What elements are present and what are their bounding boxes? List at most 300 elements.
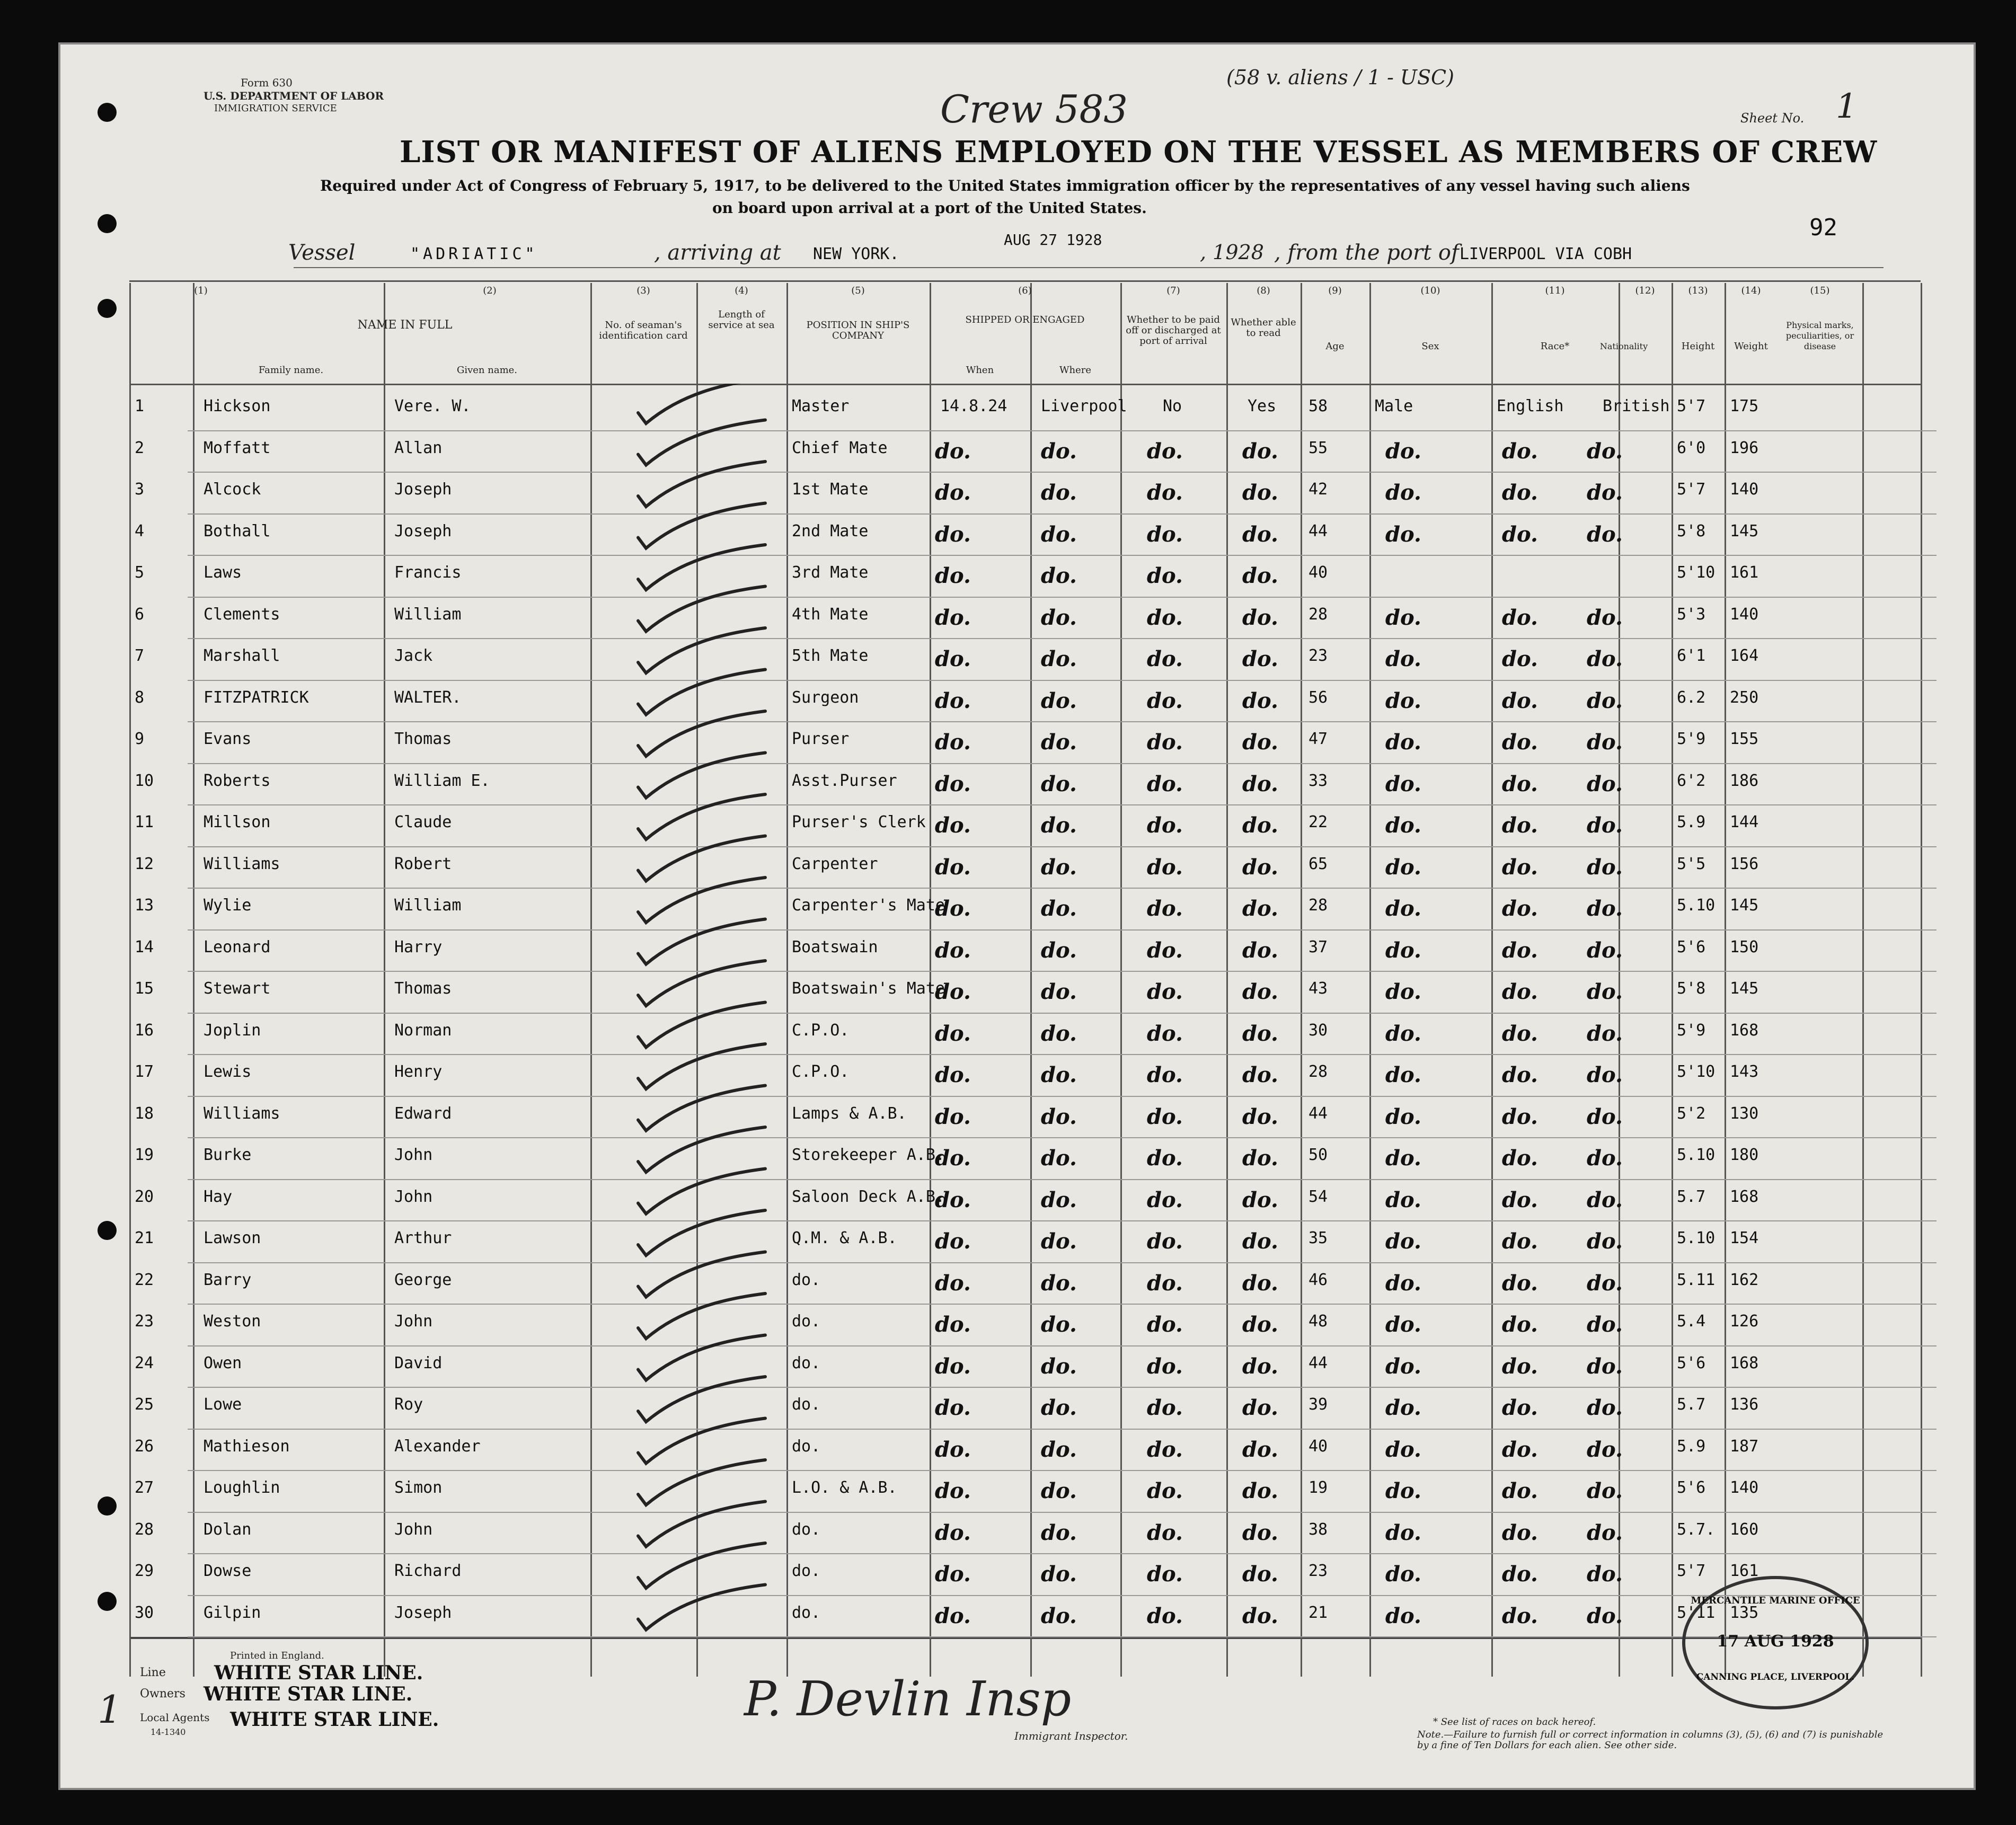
ditto-mark: do.: [1502, 521, 1538, 547]
given-name-cell: Alexander: [394, 1437, 481, 1456]
row-rule: [188, 1387, 1937, 1388]
arriving-label: , arriving at: [654, 241, 781, 265]
family-name-cell: Lewis: [204, 1062, 252, 1081]
age-cell: 65: [1308, 854, 1328, 873]
ditto-mark: do.: [1147, 563, 1183, 588]
ditto-mark: do.: [1385, 521, 1421, 547]
when-cell: 14.8.24: [940, 397, 1007, 415]
ditto-mark: do.: [1147, 1062, 1183, 1087]
row-rule: [188, 472, 1937, 473]
ditto-mark: do.: [1385, 896, 1421, 921]
header-nationality: Nationality: [1599, 341, 1648, 351]
ditto-mark: do.: [1385, 480, 1421, 505]
table-row: [60, 1515, 1974, 1555]
height-cell: 5.7: [1677, 1187, 1706, 1206]
ditto-mark: do.: [935, 771, 971, 796]
position-cell: Master: [792, 397, 850, 415]
stamp-top: MERCANTILE MARINE OFFICE: [1691, 1595, 1860, 1606]
ditto-mark: do.: [935, 1562, 971, 1587]
sheet-label: Sheet No.: [1740, 111, 1805, 126]
punch-hole: [98, 103, 117, 122]
punch-hole: [98, 214, 117, 233]
col-num-11: (11): [1545, 285, 1565, 296]
given-name-cell: Norman: [394, 1021, 452, 1040]
alien-count-note: (58 v. aliens / 1 - USC): [1226, 66, 1454, 89]
row-number-cell: 2: [135, 438, 145, 457]
position-cell: Storekeeper A.B.: [792, 1146, 945, 1164]
age-cell: 33: [1308, 771, 1328, 790]
ditto-mark: do.: [1147, 896, 1183, 921]
age-cell: 30: [1308, 1021, 1328, 1040]
family-name-cell: Leonard: [204, 937, 271, 956]
position-cell: C.P.O.: [792, 1021, 850, 1040]
age-cell: 23: [1308, 1562, 1328, 1580]
col-num-4: (4): [735, 285, 748, 296]
ditto-mark: do.: [1041, 1603, 1077, 1628]
height-cell: 5'5: [1677, 854, 1706, 873]
row-number-cell: 1: [135, 397, 145, 415]
given-name-cell: John: [394, 1520, 433, 1539]
given-name-cell: Thomas: [394, 730, 452, 748]
ditto-mark: do.: [935, 854, 971, 880]
weight-cell: 135: [1730, 1603, 1759, 1622]
ditto-mark: do.: [1242, 896, 1278, 921]
ditto-mark: do.: [1502, 730, 1538, 755]
ditto-mark: do.: [1587, 1062, 1623, 1087]
table-row: [60, 933, 1974, 972]
age-cell: 50: [1308, 1146, 1328, 1164]
ditto-mark: do.: [1147, 1437, 1183, 1462]
ditto-mark: do.: [1242, 688, 1278, 713]
position-cell: Purser: [792, 730, 850, 748]
ditto-mark: do.: [1502, 480, 1538, 505]
ditto-mark: do.: [1587, 1478, 1623, 1503]
ditto-mark: do.: [1502, 854, 1538, 880]
row-number-cell: 30: [135, 1603, 154, 1622]
row-rule: [188, 1013, 1937, 1014]
age-cell: 55: [1308, 438, 1328, 457]
crew-count-note: Crew 583: [940, 87, 1128, 131]
ditto-mark: do.: [1385, 605, 1421, 630]
weight-cell: 186: [1730, 771, 1759, 790]
given-name-cell: Vere. W.: [394, 397, 471, 415]
year-label: , 1928: [1200, 241, 1264, 264]
row-rule: [188, 597, 1937, 598]
ditto-mark: do.: [1385, 854, 1421, 880]
height-cell: 5'6: [1677, 1353, 1706, 1372]
ditto-mark: do.: [1385, 1353, 1421, 1379]
age-cell: 48: [1308, 1312, 1328, 1331]
weight-cell: 145: [1730, 979, 1759, 998]
given-name-cell: John: [394, 1187, 433, 1206]
weight-cell: 187: [1730, 1437, 1759, 1456]
family-name-cell: Clements: [204, 605, 280, 624]
weight-cell: 136: [1730, 1395, 1759, 1414]
position-cell: L.O. & A.B.: [792, 1478, 897, 1497]
ditto-mark: do.: [935, 937, 971, 963]
ditto-mark: do.: [1041, 937, 1077, 963]
ditto-mark: do.: [1385, 1520, 1421, 1545]
race-cell: English: [1497, 397, 1564, 415]
row-number-cell: 4: [135, 521, 145, 541]
ditto-mark: do.: [1385, 1229, 1421, 1254]
ditto-mark: do.: [1385, 1312, 1421, 1337]
family-name-cell: Laws: [204, 563, 242, 582]
age-cell: 56: [1308, 688, 1328, 707]
ditto-mark: do.: [1041, 438, 1077, 464]
weight-cell: 156: [1730, 854, 1759, 873]
ditto-mark: do.: [1041, 1062, 1077, 1087]
weight-cell: 180: [1730, 1146, 1759, 1164]
manifest-sheet: [58, 42, 1976, 1790]
ditto-mark: do.: [1385, 688, 1421, 713]
age-cell: 47: [1308, 730, 1328, 748]
table-row: [60, 683, 1974, 723]
row-number-cell: 9: [135, 730, 145, 748]
family-name-cell: Marshall: [204, 646, 280, 665]
checkmark: [638, 1419, 765, 1464]
height-cell: 5.10: [1677, 896, 1716, 915]
given-name-cell: Allan: [394, 438, 443, 457]
given-name-cell: John: [394, 1146, 433, 1164]
weight-cell: 140: [1730, 480, 1759, 499]
col-num-14: (14): [1741, 285, 1761, 296]
ditto-mark: do.: [1242, 1603, 1278, 1628]
ditto-mark: do.: [1502, 1312, 1538, 1337]
ditto-mark: do.: [1385, 813, 1421, 838]
stamp-date: 17 AUG 1928: [1717, 1632, 1834, 1651]
ditto-mark: do.: [1385, 1146, 1421, 1171]
ditto-mark: do.: [1242, 1270, 1278, 1296]
ditto-mark: do.: [1147, 1353, 1183, 1379]
ditto-mark: do.: [1502, 896, 1538, 921]
position-cell: Asst.Purser: [792, 771, 897, 790]
row-number-cell: 12: [135, 854, 154, 873]
ditto-mark: do.: [1385, 1437, 1421, 1462]
page-subtitle: Required under Act of Congress of February 5, 1917, to be delivered to the United States immigration officer by the representatives of any vessel having such aliens: [320, 177, 1690, 194]
form-code: 14-1340: [151, 1727, 186, 1737]
row-rule: [188, 1137, 1937, 1138]
sex-cell: Male: [1375, 397, 1413, 415]
ditto-mark: do.: [1385, 1062, 1421, 1087]
given-name-cell: William: [394, 605, 462, 624]
position-cell: 5th Mate: [792, 646, 869, 665]
checkmark: [638, 1044, 765, 1089]
position-cell: do.: [792, 1353, 821, 1372]
ditto-mark: do.: [1242, 1104, 1278, 1129]
given-name-cell: Jack: [394, 646, 433, 665]
weight-cell: 145: [1730, 521, 1759, 541]
age-cell: 44: [1308, 521, 1328, 541]
row-number-cell: 22: [135, 1270, 154, 1289]
punch-hole: [98, 299, 117, 318]
owners-label: Owners: [140, 1687, 185, 1700]
family-name-cell: Gilpin: [204, 1603, 261, 1622]
ditto-mark: do.: [1587, 730, 1623, 755]
ditto-mark: do.: [1242, 563, 1278, 588]
row-number-cell: 25: [135, 1395, 154, 1414]
family-name-cell: Weston: [204, 1312, 261, 1331]
ditto-mark: do.: [1242, 854, 1278, 880]
table-row: [60, 600, 1974, 640]
checkmark: [638, 1169, 765, 1214]
ditto-mark: do.: [935, 605, 971, 630]
owners-value: WHITE STAR LINE.: [204, 1683, 413, 1705]
position-cell: C.P.O.: [792, 1062, 850, 1081]
height-cell: 5'7: [1677, 480, 1706, 499]
ditto-mark: do.: [1041, 480, 1077, 505]
ditto-mark: do.: [935, 521, 971, 547]
age-cell: 40: [1308, 1437, 1328, 1456]
row-number-cell: 16: [135, 1021, 154, 1040]
printed-note: Printed in England.: [230, 1650, 324, 1661]
ditto-mark: do.: [1242, 937, 1278, 963]
height-cell: 5'9: [1677, 1021, 1706, 1040]
position-cell: 2nd Mate: [792, 521, 869, 541]
given-name-cell: John: [394, 1312, 433, 1331]
weight-cell: 140: [1730, 1478, 1759, 1497]
checkmark: [638, 384, 765, 423]
ditto-mark: do.: [935, 1021, 971, 1046]
family-name-cell: Lawson: [204, 1229, 261, 1247]
table-row: [60, 849, 1974, 889]
ditto-mark: do.: [935, 563, 971, 588]
height-cell: 5.9: [1677, 813, 1706, 831]
row-rule: [188, 1636, 1937, 1637]
ditto-mark: do.: [1147, 1229, 1183, 1254]
position-cell: Q.M. & A.B.: [792, 1229, 897, 1247]
table-row: [60, 1556, 1974, 1596]
ditto-mark: do.: [1041, 1562, 1077, 1587]
row-rule: [188, 1054, 1937, 1055]
ditto-mark: do.: [1502, 646, 1538, 671]
sheet-number: 1: [1836, 87, 1858, 126]
weight-cell: 161: [1730, 1562, 1759, 1580]
position-cell: 1st Mate: [792, 480, 869, 499]
checkmark: [638, 753, 765, 798]
ditto-mark: do.: [1041, 730, 1077, 755]
row-number-cell: 15: [135, 979, 154, 998]
checkmark: [638, 1543, 765, 1588]
ditto-mark: do.: [1242, 1478, 1278, 1503]
ditto-mark: do.: [1147, 1146, 1183, 1171]
weight-cell: 250: [1730, 688, 1759, 707]
table-row: [60, 433, 1974, 473]
ditto-mark: do.: [935, 1229, 971, 1254]
ditto-mark: do.: [1587, 1353, 1623, 1379]
checkmark: [638, 1460, 765, 1505]
given-name-cell: David: [394, 1353, 443, 1372]
header-shipped: SHIPPED OR ENGAGED: [965, 314, 1085, 325]
weight-cell: 161: [1730, 563, 1759, 582]
given-name-cell: Simon: [394, 1478, 443, 1497]
ditto-mark: do.: [1587, 605, 1623, 630]
ditto-mark: do.: [1502, 771, 1538, 796]
height-cell: 5'7: [1677, 1562, 1706, 1580]
ditto-mark: do.: [1242, 730, 1278, 755]
given-name-cell: Joseph: [394, 1603, 452, 1622]
table-row: [60, 1224, 1974, 1263]
family-name-cell: Lowe: [204, 1395, 242, 1414]
weight-cell: 155: [1730, 730, 1759, 748]
family-name-cell: Mathieson: [204, 1437, 290, 1456]
service: IMMIGRATION SERVICE: [214, 103, 337, 114]
penalty-note: Note.—Failure to furnish full or correct information in columns (3), (5), (6) and (7) is punishable by a fine of Ten Dollars for each alien. See other side.: [1417, 1729, 1884, 1751]
weight-cell: 143: [1730, 1062, 1759, 1081]
row-number-cell: 19: [135, 1146, 154, 1164]
age-cell: 28: [1308, 1062, 1328, 1081]
ditto-mark: do.: [1587, 1562, 1623, 1587]
ditto-mark: do.: [1041, 1021, 1077, 1046]
ditto-mark: do.: [1587, 813, 1623, 838]
mercantile-marine-office-stamp: [1682, 1576, 1869, 1709]
where-cell: Liverpool: [1041, 397, 1127, 415]
ditto-mark: do.: [1242, 480, 1278, 505]
row-rule: [188, 555, 1937, 556]
given-name-cell: Thomas: [394, 979, 452, 998]
ditto-mark: do.: [1147, 1187, 1183, 1212]
header-family-name: Family name.: [258, 365, 324, 376]
ditto-mark: do.: [1385, 937, 1421, 963]
age-cell: 40: [1308, 563, 1328, 582]
left-mark: 1: [98, 1687, 122, 1732]
ditto-mark: do.: [1502, 438, 1538, 464]
ditto-mark: do.: [1242, 1062, 1278, 1087]
ditto-mark: do.: [935, 730, 971, 755]
departure-port: LIVERPOOL VIA COBH: [1460, 245, 1632, 263]
ditto-mark: do.: [1502, 1270, 1538, 1296]
table-row: [60, 1099, 1974, 1139]
given-name-cell: Joseph: [394, 480, 452, 499]
age-cell: 43: [1308, 979, 1328, 998]
checkmark: [638, 420, 765, 465]
col-num-5: (5): [851, 285, 865, 296]
weight-cell: 130: [1730, 1104, 1759, 1123]
col-num-6: (6): [1018, 285, 1032, 296]
row-number-cell: 27: [135, 1478, 154, 1497]
ditto-mark: do.: [935, 1062, 971, 1087]
table-header-rule: [129, 384, 1921, 385]
ditto-mark: do.: [1385, 1270, 1421, 1296]
row-number-cell: 3: [135, 480, 145, 499]
family-name-cell: Hay: [204, 1187, 233, 1206]
ditto-mark: do.: [1242, 979, 1278, 1004]
weight-cell: 168: [1730, 1021, 1759, 1040]
age-cell: 39: [1308, 1395, 1328, 1414]
weight-cell: 196: [1730, 438, 1759, 457]
ditto-mark: do.: [1147, 813, 1183, 838]
ditto-mark: do.: [1041, 854, 1077, 880]
col-num-7: (7): [1166, 285, 1180, 296]
given-name-cell: Arthur: [394, 1229, 452, 1247]
ditto-mark: do.: [1587, 688, 1623, 713]
row-rule: [188, 430, 1937, 431]
given-name-cell: Henry: [394, 1062, 443, 1081]
ditto-mark: do.: [1242, 1437, 1278, 1462]
height-cell: 5.10: [1677, 1229, 1716, 1247]
header-position: POSITION IN SHIP'S COMPANY: [806, 320, 910, 341]
ditto-mark: do.: [1147, 771, 1183, 796]
checkmark: [638, 587, 765, 632]
races-note: * See list of races on back hereof.: [1433, 1716, 1596, 1727]
ditto-mark: do.: [1041, 771, 1077, 796]
ditto-mark: do.: [1385, 730, 1421, 755]
row-rule: [188, 1220, 1937, 1221]
family-name-cell: Wylie: [204, 896, 252, 915]
weight-cell: 168: [1730, 1187, 1759, 1206]
ditto-mark: do.: [1587, 1146, 1623, 1171]
ditto-mark: do.: [1587, 521, 1623, 547]
ditto-mark: do.: [1502, 1437, 1538, 1462]
ditto-mark: do.: [1242, 605, 1278, 630]
ditto-mark: do.: [1147, 979, 1183, 1004]
row-rule: [188, 929, 1937, 931]
ditto-mark: do.: [1147, 688, 1183, 713]
age-cell: 21: [1308, 1603, 1328, 1622]
ditto-mark: do.: [1041, 1270, 1077, 1296]
header-name-in-full: NAME IN FULL: [357, 318, 453, 332]
ditto-mark: do.: [1502, 1104, 1538, 1129]
family-name-cell: Barry: [204, 1270, 252, 1289]
ditto-mark: do.: [1242, 1021, 1278, 1046]
ditto-mark: do.: [1147, 1270, 1183, 1296]
arrival-port: NEW YORK.: [813, 245, 899, 263]
family-name-cell: Loughlin: [204, 1478, 280, 1497]
ditto-mark: do.: [1587, 438, 1623, 464]
checkmark: [638, 628, 765, 673]
checkmark: [638, 711, 765, 756]
checkmark: [638, 1294, 765, 1339]
ditto-mark: do.: [1587, 896, 1623, 921]
ditto-mark: do.: [1587, 480, 1623, 505]
position-cell: do.: [792, 1562, 821, 1580]
checkmark: [638, 1502, 765, 1547]
ditto-mark: do.: [1041, 1146, 1077, 1171]
ditto-mark: do.: [1041, 1395, 1077, 1420]
table-row: [60, 1265, 1974, 1305]
ditto-mark: do.: [1587, 646, 1623, 671]
table-row: [60, 1016, 1974, 1056]
weight-cell: 168: [1730, 1353, 1759, 1372]
ditto-mark: do.: [1041, 1187, 1077, 1212]
family-name-cell: Alcock: [204, 480, 261, 499]
given-name-cell: Roy: [394, 1395, 423, 1414]
ditto-mark: do.: [935, 1270, 971, 1296]
ditto-mark: do.: [1502, 1478, 1538, 1503]
line-label: Line: [140, 1666, 166, 1679]
ditto-mark: do.: [1242, 1229, 1278, 1254]
weight-cell: 164: [1730, 646, 1759, 665]
ditto-mark: do.: [935, 688, 971, 713]
height-cell: 5.7: [1677, 1395, 1706, 1414]
ditto-mark: do.: [1502, 1021, 1538, 1046]
weight-cell: 126: [1730, 1312, 1759, 1331]
family-name-cell: Joplin: [204, 1021, 261, 1040]
col-num-3: (3): [636, 285, 650, 296]
ditto-mark: do.: [1041, 646, 1077, 671]
height-cell: 5'6: [1677, 937, 1706, 956]
ditto-mark: do.: [1385, 1478, 1421, 1503]
height-cell: 5'2: [1677, 1104, 1706, 1123]
ditto-mark: do.: [1147, 1395, 1183, 1420]
table-row: [60, 517, 1974, 556]
ditto-mark: do.: [1041, 605, 1077, 630]
table-top-border: [129, 280, 1921, 282]
col-num-9: (9): [1328, 285, 1342, 296]
weight-cell: 175: [1730, 397, 1759, 415]
nat-cell: British: [1603, 397, 1670, 415]
weight-cell: 144: [1730, 813, 1759, 831]
